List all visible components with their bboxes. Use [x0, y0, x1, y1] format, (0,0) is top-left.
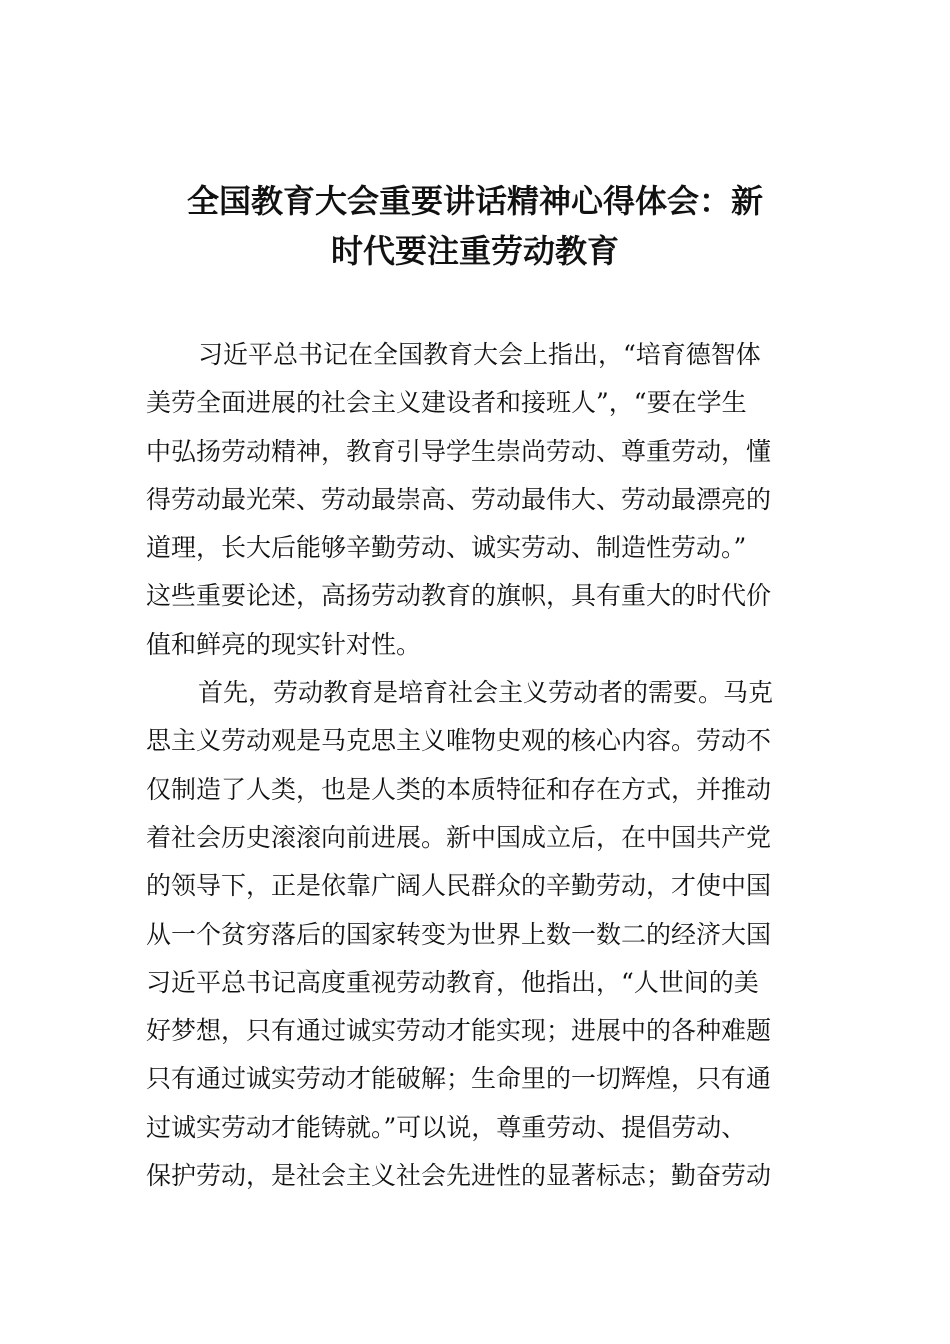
title-line: 全国教育大会重要讲话精神心得体会：新: [186, 182, 763, 220]
text-line: 首先，劳动教育是培育社会主义劳动者的需要。马克: [198, 678, 774, 708]
text-line: 值和鲜亮的现实针对性。: [146, 629, 422, 659]
text-line: 从一个贫穷落后的国家转变为世界上数一数二的经济大国: [146, 919, 772, 949]
text-line: 道理，长大后能够辛勤劳动、诚实劳动、制造性劳动。”: [146, 533, 747, 563]
paragraph-1: [146, 331, 816, 669]
text-line: 得劳动最光荣、劳动最崇高、劳动最伟大、劳动最漂亮的: [146, 484, 772, 514]
text-line: 思主义劳动观是马克思主义唯物史观的核心内容。劳动不: [146, 726, 772, 756]
text-line: 习近平总书记高度重视劳动教育，他指出，“人世间的美: [146, 967, 759, 997]
document-body: [146, 331, 816, 1200]
text-line: 美劳全面进展的社会主义建设者和接班人”，“要在学生: [146, 388, 747, 418]
paragraph-2: [146, 669, 816, 1200]
text-line: 着社会历史滚滚向前进展。新中国成立后，在中国共产党: [146, 822, 772, 852]
text-line: 这些重要论述，高扬劳动教育的旗帜，具有重大的时代价: [146, 581, 772, 611]
text-line: 保护劳动，是社会主义社会先进性的显著标志；勤奋劳动: [146, 1161, 772, 1191]
text-line: 好梦想，只有通过诚实劳动才能实现；进展中的各种难题: [146, 1016, 772, 1046]
text-line: 习近平总书记在全国教育大会上指出，“培育德智体: [198, 340, 761, 369]
text-line: 仅制造了人类，也是人类的本质特征和存在方式，并推动: [146, 774, 772, 804]
text-line: 的领导下，正是依靠广阔人民群众的辛勤劳动，才使中国: [146, 871, 772, 901]
document-title: [140, 176, 810, 276]
text-line: 过诚实劳动才能铸就。”可以说，尊重劳动、提倡劳动、: [146, 1112, 747, 1142]
title-line: 时代要注重劳动教育: [330, 232, 619, 270]
text-line: 只有通过诚实劳动才能破解；生命里的一切辉煌，只有通: [146, 1064, 772, 1094]
text-line: 中弘扬劳动精神，教育引导学生崇尚劳动、尊重劳动，懂: [146, 436, 772, 466]
